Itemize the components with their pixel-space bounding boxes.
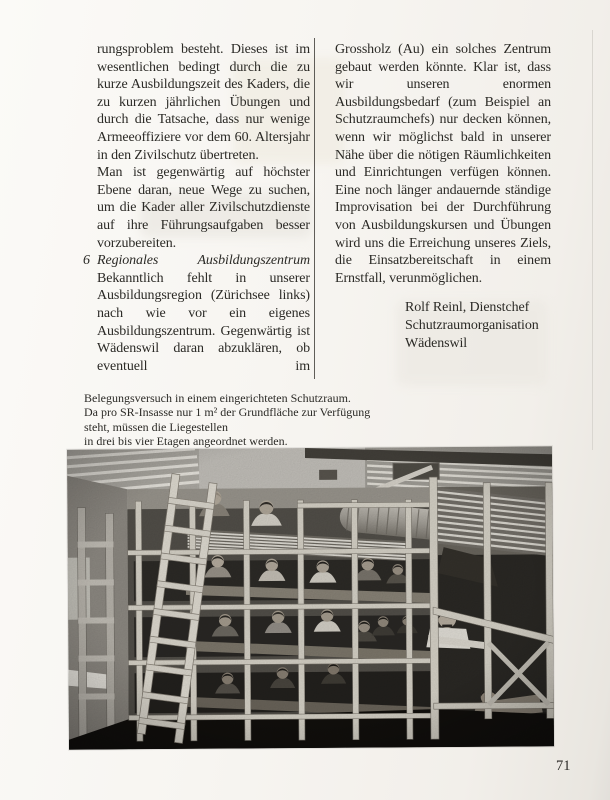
- left-column: [83, 41, 310, 375]
- photo-caption: [84, 391, 414, 449]
- heading-word: Ausbildungszentrum: [197, 253, 310, 269]
- signature-line: Rolf Reinl, Dienstchef: [405, 300, 530, 316]
- caption-line: steht, müssen die Liegestellen: [84, 419, 228, 434]
- list-item-heading: [97, 252, 310, 270]
- column-divider-rule: [314, 38, 315, 379]
- paragraph: Grossholz (Au) ein solches Zentrum gebaut werden könnte. Klar ist, dass wir unseren enormen Ausbildungsbedarf (zum Beispiel an Schutzraumchefs) nur decken können, wenn wir möglichst bald in unserer Nähe über die nötigen Räumlichkeiten und Einrichtungen verfügen können. Eine noch länger andauernde ständige Improvisation bei der Durchführung von Ausbildungskursen und Übungen wird uns die Erreichung unseres Ziels, die Einsatzbereitschaft in einem Ernstfall, verunmöglichen.: [335, 42, 551, 286]
- list-item-number: 6: [83, 253, 90, 269]
- shelter-photo: [67, 446, 554, 749]
- signature-block: [405, 299, 551, 352]
- signature-line: Wädenswil: [405, 335, 468, 351]
- heading-word: Regionales: [97, 253, 159, 269]
- list-item-6: [83, 252, 310, 375]
- caption-line: in drei bis vier Etagen angeordnet werden.: [84, 434, 288, 449]
- right-column: [335, 41, 551, 353]
- scan-gutter-line: [592, 30, 593, 450]
- page-number: 71: [556, 758, 571, 774]
- caption-line: Da pro SR-Insasse nur 1 m² der Grundfläche zur Verfügung: [84, 405, 371, 420]
- paragraph: Bekanntlich fehlt in unserer Ausbildungsregion (Zürichsee links) nach wie vor ein eigenes Ausbildungszentrum. Gegenwärtig ist Wädenswil daran abzuklären, ob eventuell im: [97, 270, 310, 374]
- paragraph: Man ist gegenwärtig auf höchster Ebene daran, neue Wege zu suchen, um die Kader aller Zivilschutzdienste auf ihre Führungsaufgaben besser vorzubereiten.: [97, 165, 310, 251]
- paragraph: rungsproblem besteht. Dieses ist im wesentlichen bedingt durch die zu kurze Ausbildungszeit des Kaders, die zu kurzen jährlichen Übungen und durch die Tatsache, dass nur wenige Armeeoffiziere vor dem 60. Altersjahr in den Zivilschutz übertreten.: [97, 42, 310, 163]
- caption-line: Belegungsversuch in einem eingerichteten Schutzraum.: [84, 391, 351, 405]
- photo-grain: [67, 446, 554, 749]
- shelter-photo-art: [67, 446, 554, 749]
- signature-line: Schutzraumorganisation: [405, 318, 539, 334]
